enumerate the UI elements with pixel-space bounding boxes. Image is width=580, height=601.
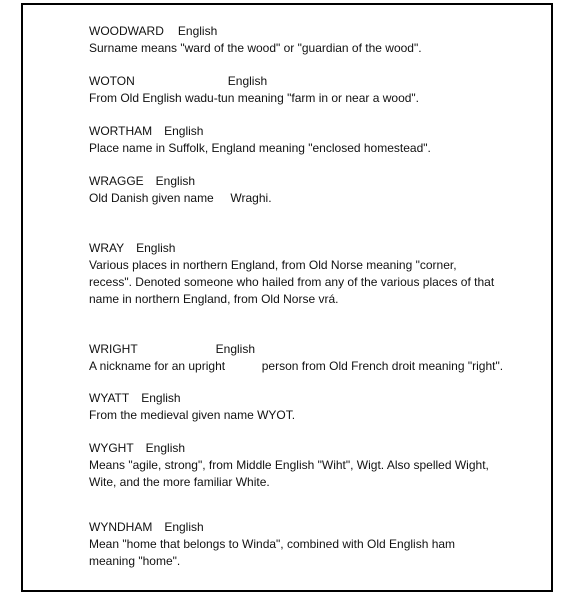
origin-label: English: [227, 74, 268, 88]
surname: WOTON: [89, 74, 135, 88]
entry-heading: [89, 341, 549, 358]
entry-description: Mean "home that belongs to Winda", combined with Old English ham meaning "home".: [89, 537, 456, 568]
entry-heading: [89, 173, 549, 190]
origin-label: English: [164, 520, 204, 534]
entry-woton: [89, 73, 549, 107]
entry-description: Place name in Suffolk, England meaning "enclosed homestead".: [89, 141, 431, 155]
entry-description: Means "agile, strong", from Middle English "Wiht", Wigt. Also spelled Wight, Wite, and the more familiar White.: [89, 458, 489, 489]
surname: WYGHT: [89, 441, 134, 455]
entry-heading: [89, 440, 549, 457]
entry-wyndham: [89, 519, 549, 570]
origin-label: English: [164, 124, 204, 138]
origin-label: English: [141, 391, 181, 405]
surname: WRIGHT: [89, 342, 138, 356]
entry-description: Old Danish given name Wraghi.: [89, 191, 272, 205]
entry-wray: [89, 240, 549, 308]
entry-description: Various places in northern England, from Old Norse meaning "corner, recess". Denoted someone who hailed from any of the various places of that name in northern England, from Old Norse vrá.: [89, 258, 495, 306]
entry-heading: [89, 123, 549, 140]
origin-label: English: [136, 241, 176, 255]
entry-description: From the medieval given name WYOT.: [89, 408, 296, 422]
entry-wortham: [89, 123, 549, 157]
entry-wyatt: [89, 390, 549, 424]
entry-heading: [89, 519, 549, 536]
entry-heading: [89, 73, 549, 90]
entry-wragge: [89, 173, 549, 207]
origin-label: English: [177, 24, 218, 38]
entry-description: A nickname for an upright person from Old French droit meaning "right".: [89, 359, 504, 373]
surname: WRAGGE: [89, 174, 144, 188]
entry-description: Surname means "ward of the wood" or "guardian of the wood".: [89, 41, 422, 55]
surname: WYNDHAM: [89, 520, 153, 534]
entry-heading: [89, 240, 549, 257]
surname: WYATT: [89, 391, 130, 405]
origin-label: English: [145, 441, 186, 455]
entry-description: From Old English wadu-tun meaning "farm in or near a wood".: [89, 91, 420, 105]
entry-wyght: [89, 440, 549, 491]
entry-woodward: [89, 23, 549, 57]
entry-wright: [89, 341, 549, 375]
origin-label: English: [155, 174, 196, 188]
origin-label: English: [215, 342, 256, 356]
surname: WORTHAM: [89, 124, 153, 138]
entry-heading: [89, 23, 549, 40]
entry-heading: [89, 390, 549, 407]
surname: WRAY: [89, 241, 125, 255]
surname: WOODWARD: [89, 24, 164, 38]
